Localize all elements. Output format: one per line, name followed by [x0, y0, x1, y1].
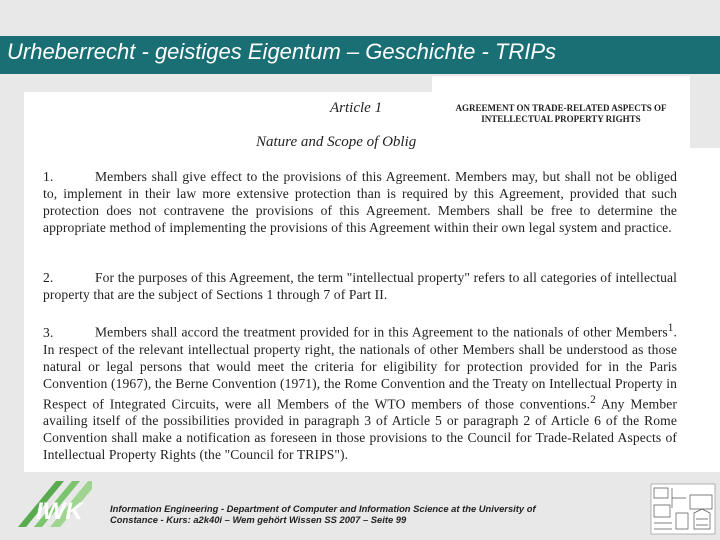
slide-title-bar — [0, 36, 720, 74]
paragraph-3 — [43, 320, 677, 463]
slide-title: Urheberrecht - geistiges Eigentum – Geschichte - TRIPs — [7, 39, 557, 64]
footnote-marker: 1 — [667, 322, 674, 334]
logo-text: IWK — [36, 498, 83, 525]
iwk-logo — [16, 479, 92, 529]
footer-line-1: Information Engineering - Department of Computer and Information Science at the University of — [110, 503, 536, 514]
paragraph-number: 1. — [43, 169, 54, 184]
paragraph-text: Any Member availing itself of the possibilities provided in paragraph 3 of Article 5 or paragraph 2 of Article 6 of the Rome Convention shall make a notification as foreseen in those provisions to the Council for Trade-Related Aspects of Intellectual Property Rights (the "Council for TRIPS"). — [43, 396, 677, 463]
footer-line-2: Constance - Kurs: a2k40i – Wem gehört Wissen SS 2007 – Seite 99 — [110, 514, 407, 525]
paragraph-number: 3. — [43, 324, 54, 340]
paragraph-text: Members shall give effect to the provisions of this Agreement. Members may, but shall not be obliged to, implement in their law more extensive protection than is required by this Agreement, provided that such protection does not contravene the provisions of this Agreement. Members shall be free to determine the appropriate method of implementing the provisions of this Agreement within their own legal system and practice. — [43, 169, 677, 235]
paragraph-text: . In respect of the relevant intellectual property right, the nationals of other Members shall be understood as those natural or legal persons that would meet the criteria for eligibility for protection provided for in the Paris Convention (1967), the Berne Convention (1971), the Rome Convention and the Treaty on Intellectual Property in Respect of Integrated Circuits, were all Members of the WTO members of those conventions. — [43, 324, 677, 412]
paragraph-2 — [43, 269, 677, 303]
footer-text — [110, 503, 630, 525]
paragraph-number: 2. — [43, 270, 54, 285]
paragraph-1 — [43, 168, 677, 236]
paragraph-text: Members shall accord the treatment provided for in this Agreement to the nationals of other Members — [95, 324, 668, 340]
article-subtitle: Nature and Scope of Oblig — [256, 134, 417, 150]
agreement-header-box — [432, 76, 690, 126]
agreement-title: AGREEMENT ON TRADE-RELATED ASPECTS OF INTELLECTUAL PROPERTY RIGHTS — [455, 103, 667, 124]
university-logo — [650, 483, 716, 535]
footnote-marker: 2 — [590, 393, 596, 406]
document-margin — [690, 148, 720, 472]
paragraph-text: For the purposes of this Agreement, the term "intellectual property" refers to all categories of intellectual property that are the subject of Sections 1 through 7 of Part II. — [43, 270, 677, 302]
document-image — [24, 92, 690, 472]
article-title: Article 1 — [330, 100, 383, 116]
